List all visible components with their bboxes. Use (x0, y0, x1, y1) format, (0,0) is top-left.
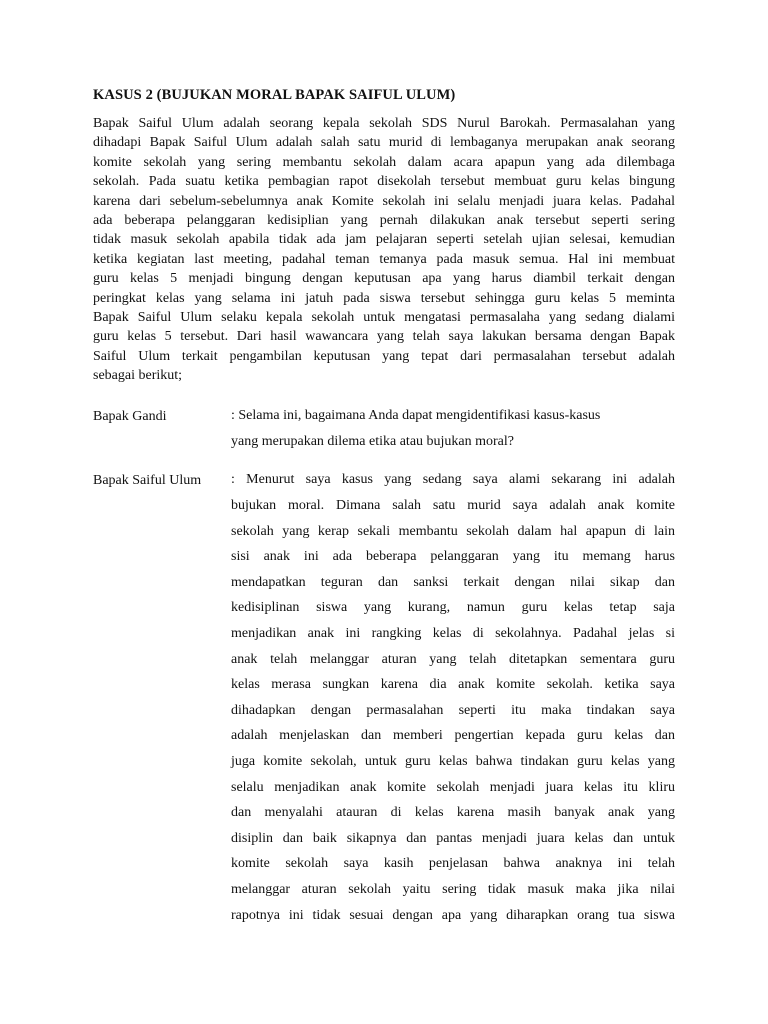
speech-line: : Selama ini, bagaimana Anda dapat mengidentifikasi kasus-kasus (231, 408, 601, 424)
speech-text (231, 403, 675, 454)
intro-line: Bapak Saiful Ulum adalah seorang kepala sekolah SDS Nurul Barokah. Permasalahan yang (93, 116, 675, 131)
speech-line: dihadapkan dengan permasalahan seperti itu maka tindakan saya (231, 702, 675, 718)
intro-line: komite sekolah yang sering membantu sekolah dalam acara apapun yang ada dilembaga (93, 154, 675, 170)
intro-line: Bapak Saiful Ulum selaku kepala sekolah untuk mengatasi permasalaha yang sedang dialami (93, 309, 675, 325)
intro-line: Saiful Ulum terkait pengambilan keputusan yang tepat dari permasalahan tersebut adalah (93, 348, 675, 364)
document-page (93, 86, 675, 923)
speech-line: sisi anak ini ada beberapa pelanggaran yang itu memang harus (231, 549, 675, 565)
speech-line: : Menurut saya kasus yang sedang saya alami sekarang ini adalah (231, 472, 675, 488)
intro-line: sebagai berikut; (93, 368, 183, 384)
intro-line: peringkat kelas yang selama ini jatuh pada siswa tersebut sehingga guru kelas 5 meminta (93, 290, 675, 306)
speech-line: bujukan moral. Dimana salah satu murid saya adalah anak komite (231, 498, 675, 514)
intro-line: tidak masuk sekolah apabila tidak ada jam pelajaran seperti setelah ujian selesai, kemudian (93, 232, 675, 248)
document-title: KASUS 2 (BUJUKAN MORAL BAPAK SAIFUL ULUM) (93, 87, 456, 103)
intro-line: ketika kegiatan last meeting, padahal teman temanya pada masuk semua. Hal ini membuat (93, 251, 675, 267)
intro-line: dihadapi Bapak Saiful Ulum adalah salah satu murid di lembaganya merupakan anak seorang (93, 135, 675, 151)
speech-text (231, 467, 675, 928)
speech-line: yang merupakan dilema etika atau bujukan moral? (231, 434, 515, 450)
speech-line: rapotnya ini tidak sesuai dengan apa yang diharapkan orang tua siswa (231, 907, 675, 923)
speech-line: melanggar aturan sekolah yaitu sering tidak masuk maka jika nilai (231, 881, 675, 897)
speech-line: mendapatkan teguran dan sanksi terkait dengan nilai sikap dan (231, 574, 675, 590)
speech-line: komite sekolah saya kasih penjelasan bahwa anaknya ini telah (231, 856, 675, 872)
speech-line: adalah menjelaskan dan memberi pengertian kepada guru kelas dan (231, 728, 675, 744)
speech-line: anak telah melanggar aturan yang telah ditetapkan sementara guru (231, 651, 675, 667)
speech-line: kedisiplinan siswa yang kurang, namun guru kelas tetap saja (231, 600, 675, 616)
intro-line: sekolah. Pada suatu ketika pembagian rapot disekolah tersebut membuat guru kelas bingung (93, 174, 675, 190)
intro-line: guru kelas 5 tersebut. Dari hasil wawancara yang telah saya lakukan bersama dengan Bapak (93, 329, 675, 345)
intro-paragraph (93, 114, 675, 385)
intro-line: guru kelas 5 menjadi bingung dengan keputusan apa yang harus diambil terkait dengan (93, 271, 675, 287)
speech-line: disiplin dan baik sikapnya dan pantas menjadi juara kelas dan untuk (231, 830, 675, 846)
speech-line: dan menyalahi atauran di kelas karena masih banyak anak yang (231, 805, 675, 821)
speaker-name: Bapak Gandi (93, 409, 167, 425)
intro-line: ada beberapa pelanggaran kedisiplian yang pernah dilakukan anak tersebut seperti sering (93, 212, 675, 228)
speech-line: selalu menjadikan anak komite sekolah menjadi juara kelas itu kliru (231, 779, 675, 795)
speech-line: juga komite sekolah, untuk guru kelas bahwa tindakan guru kelas yang (231, 754, 675, 769)
speech-line: kelas merasa sungkan karena dia anak komite sekolah. ketika saya (231, 677, 675, 693)
intro-line: karena dari sebelum-sebelumnya anak Komite sekolah ini selalu menjadi juara kelas. Padahal (93, 193, 675, 209)
speaker-name: Bapak Saiful Ulum (93, 473, 202, 489)
speech-line: sekolah yang kerap sekali membantu sekolah dalam hal apapun di lain (231, 523, 675, 539)
speech-line: menjadikan anak ini rangking kelas di sekolahnya. Padahal jelas si (231, 626, 675, 642)
